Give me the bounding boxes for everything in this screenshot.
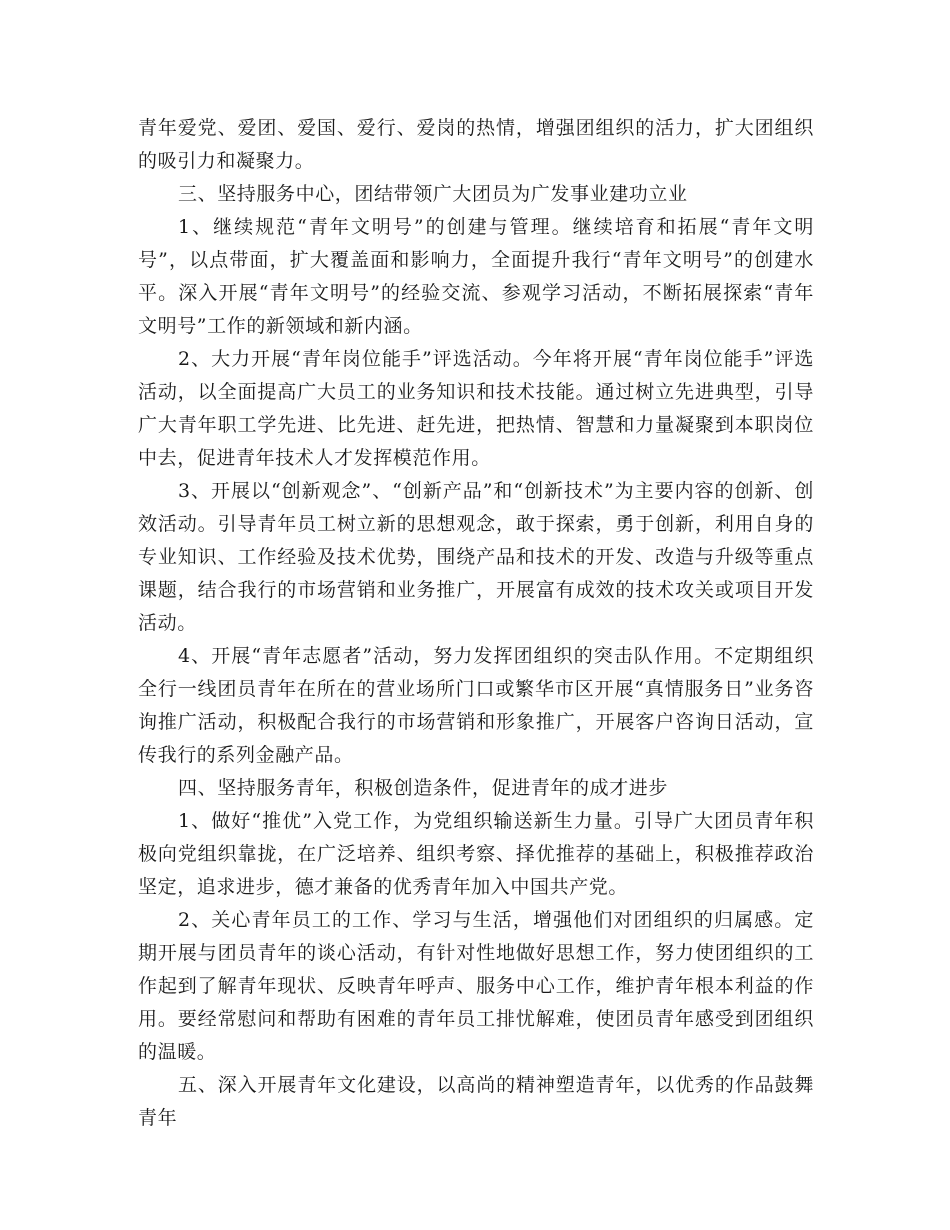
document-body [138, 112, 814, 1135]
paragraph-item-3-1: 1、继续规范“青年文明号”的创建与管理。继续培育和拓展“青年文明号”，以点带面，扩大覆盖面和影响力，全面提升我行“青年文明号”的创建水平。深入开展“青年文明号”的经验交流、参观学习活动，不断拓展探索“青年文明号”工作的新领域和新内涵。 [138, 216, 814, 337]
section-heading-four: 四、坚持服务青年，积极创造条件，促进青年的成才进步 [178, 777, 669, 799]
paragraph-item-3-3: 3、开展以“创新观念”、“创新产品”和“创新技术”为主要内容的创新、创效活动。引导青年员工树立新的思想观念，敢于探索，勇于创新，利用自身的专业知识、工作经验及技术优势，围绕产品和技术的开发、改造与升级等重点课题，结合我行的市场营销和业务推广，开展富有成效的技术攻关或项目开发活动。 [138, 480, 814, 634]
paragraph-item-4-1: 1、做好“推优”入党工作，为党组织输送新生力量。引导广大团员青年积极向党组织靠拢，在广泛培养、组织考察、择优推荐的基础上，积极推荐政治坚定，追求进步，德才兼备的优秀青年加入中国共产党。 [138, 810, 814, 898]
paragraph-item-3-2: 2、大力开展“青年岗位能手”评选活动。今年将开展“青年岗位能手”评选活动，以全面提高广大员工的业务知识和技术技能。通过树立先进典型，引导广大青年职工学先进、比先进、赶先进，把热情、智慧和力量凝聚到本职岗位中去，促进青年技术人才发挥模范作用。 [138, 348, 814, 469]
paragraph-item-4-2: 2、关心青年员工的工作、学习与生活，增强他们对团组织的归属感。定期开展与团员青年的谈心活动，有针对性地做好思想工作，努力使团组织的工作起到了解青年现状、反映青年呼声、服务中心工作，维护青年根本利益的作用。要经常慰问和帮助有困难的青年员工排忧解难，使团员青年感受到团组织的温暖。 [138, 909, 814, 1063]
section-heading-three: 三、坚持服务中心，团结带领广大团员为广发事业建功立业 [178, 183, 688, 205]
paragraph-item-3-4: 4、开展“青年志愿者”活动，努力发挥团组织的突击队作用。不定期组织全行一线团员青年在所在的营业场所门口或繁华市区开展“真情服务日”业务咨询推广活动，积极配合我行的市场营销和形象推广，开展客户咨询日活动，宣传我行的系列金融产品。 [138, 645, 814, 766]
paragraph-continuation: 青年爱党、爱团、爱国、爱行、爱岗的热情，增强团组织的活力，扩大团组织的吸引力和凝聚力。 [138, 117, 814, 172]
section-heading-five: 五、深入开展青年文化建设，以高尚的精神塑造青年，以优秀的作品鼓舞青年 [138, 1074, 814, 1129]
